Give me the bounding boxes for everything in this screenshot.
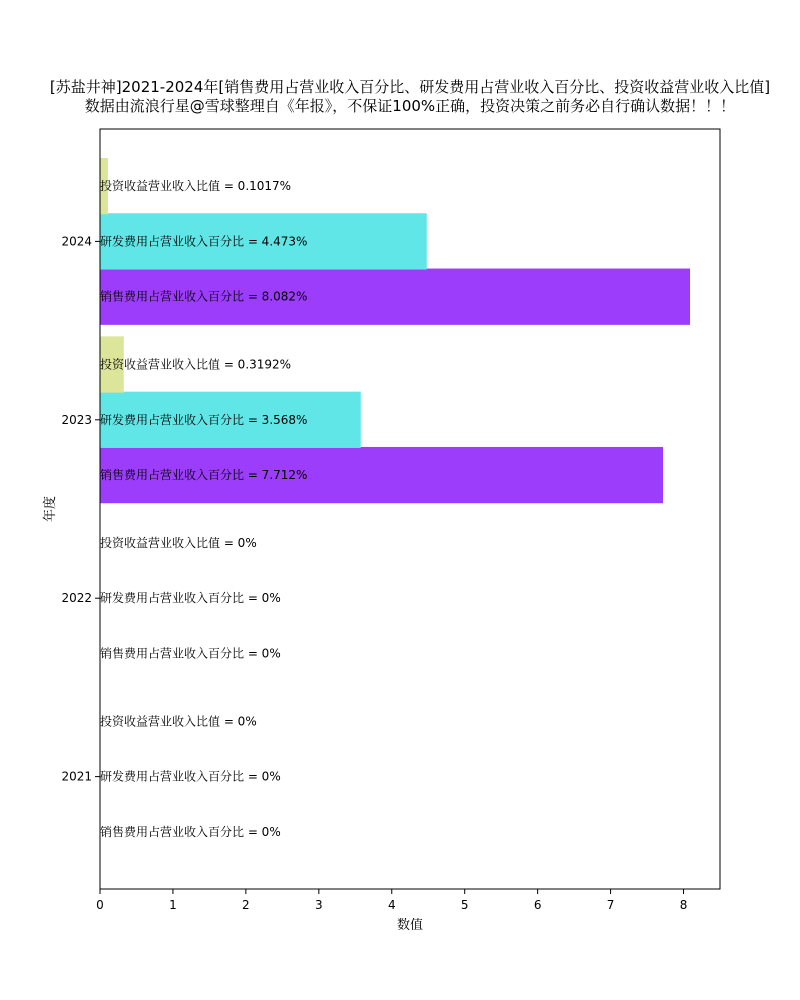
x-tick-label: 5 xyxy=(460,898,469,912)
chart-title-line2: 数据由流浪行星@雪球整理自《年报》，不保证100%正确，投资决策之前务必自行确认数据！！！ xyxy=(84,97,736,115)
bar-label-2023-series-1: 研发费用占营业收入百分比 = 3.568% xyxy=(100,412,308,427)
x-tick-label: 2 xyxy=(242,898,250,912)
bar-label-2024-series-2: 投资收益营业收入比值 = 0.1017% xyxy=(100,179,292,194)
bar-label-2022-series-1: 研发费用占营业收入百分比 = 0% xyxy=(100,591,281,606)
bar-label-2021-series-1: 研发费用占营业收入百分比 = 0% xyxy=(100,769,281,784)
bar-label-2022-series-0: 销售费用占营业收入百分比 = 0% xyxy=(100,646,281,661)
y-axis-ticks xyxy=(61,234,100,783)
y-tick-label-2024: 2024 xyxy=(61,234,92,249)
bar-label-2021-series-2: 投资收益营业收入比值 = 0% xyxy=(100,714,257,729)
x-axis-ticks xyxy=(96,889,687,912)
bars-layer xyxy=(100,158,690,502)
x-axis-label: 数值 xyxy=(396,918,424,933)
x-tick-label: 4 xyxy=(387,898,396,912)
bar-label-2024-series-0: 销售费用占营业收入百分比 = 8.082% xyxy=(100,289,308,304)
bar-label-2021-series-0: 销售费用占营业收入百分比 = 0% xyxy=(100,824,281,839)
bar-label-2022-series-2: 投资收益营业收入比值 = 0% xyxy=(100,535,257,550)
x-tick-label: 0 xyxy=(96,898,104,912)
chart-title-line1: [苏盐井神]2021-2024年[销售费用占营业收入百分比、研发费用占营业收入百分比、投资收益营业收入比值] xyxy=(49,78,771,96)
bar-label-2023-series-0: 销售费用占营业收入百分比 = 7.712% xyxy=(100,468,308,483)
y-tick-label-2021: 2021 xyxy=(61,769,92,784)
y-tick-label-2023: 2023 xyxy=(61,412,92,427)
x-tick-label: 7 xyxy=(606,898,615,912)
y-tick-label-2022: 2022 xyxy=(61,591,92,606)
x-tick-label: 3 xyxy=(315,898,323,912)
bar-label-2023-series-2: 投资收益营业收入比值 = 0.3192% xyxy=(100,357,292,372)
x-tick-label: 8 xyxy=(679,898,688,912)
y-axis-label: 年度 xyxy=(43,495,58,523)
bar-label-2024-series-1: 研发费用占营业收入百分比 = 4.473% xyxy=(100,234,308,249)
x-tick-label: 1 xyxy=(169,898,177,912)
x-tick-label: 6 xyxy=(533,898,542,912)
